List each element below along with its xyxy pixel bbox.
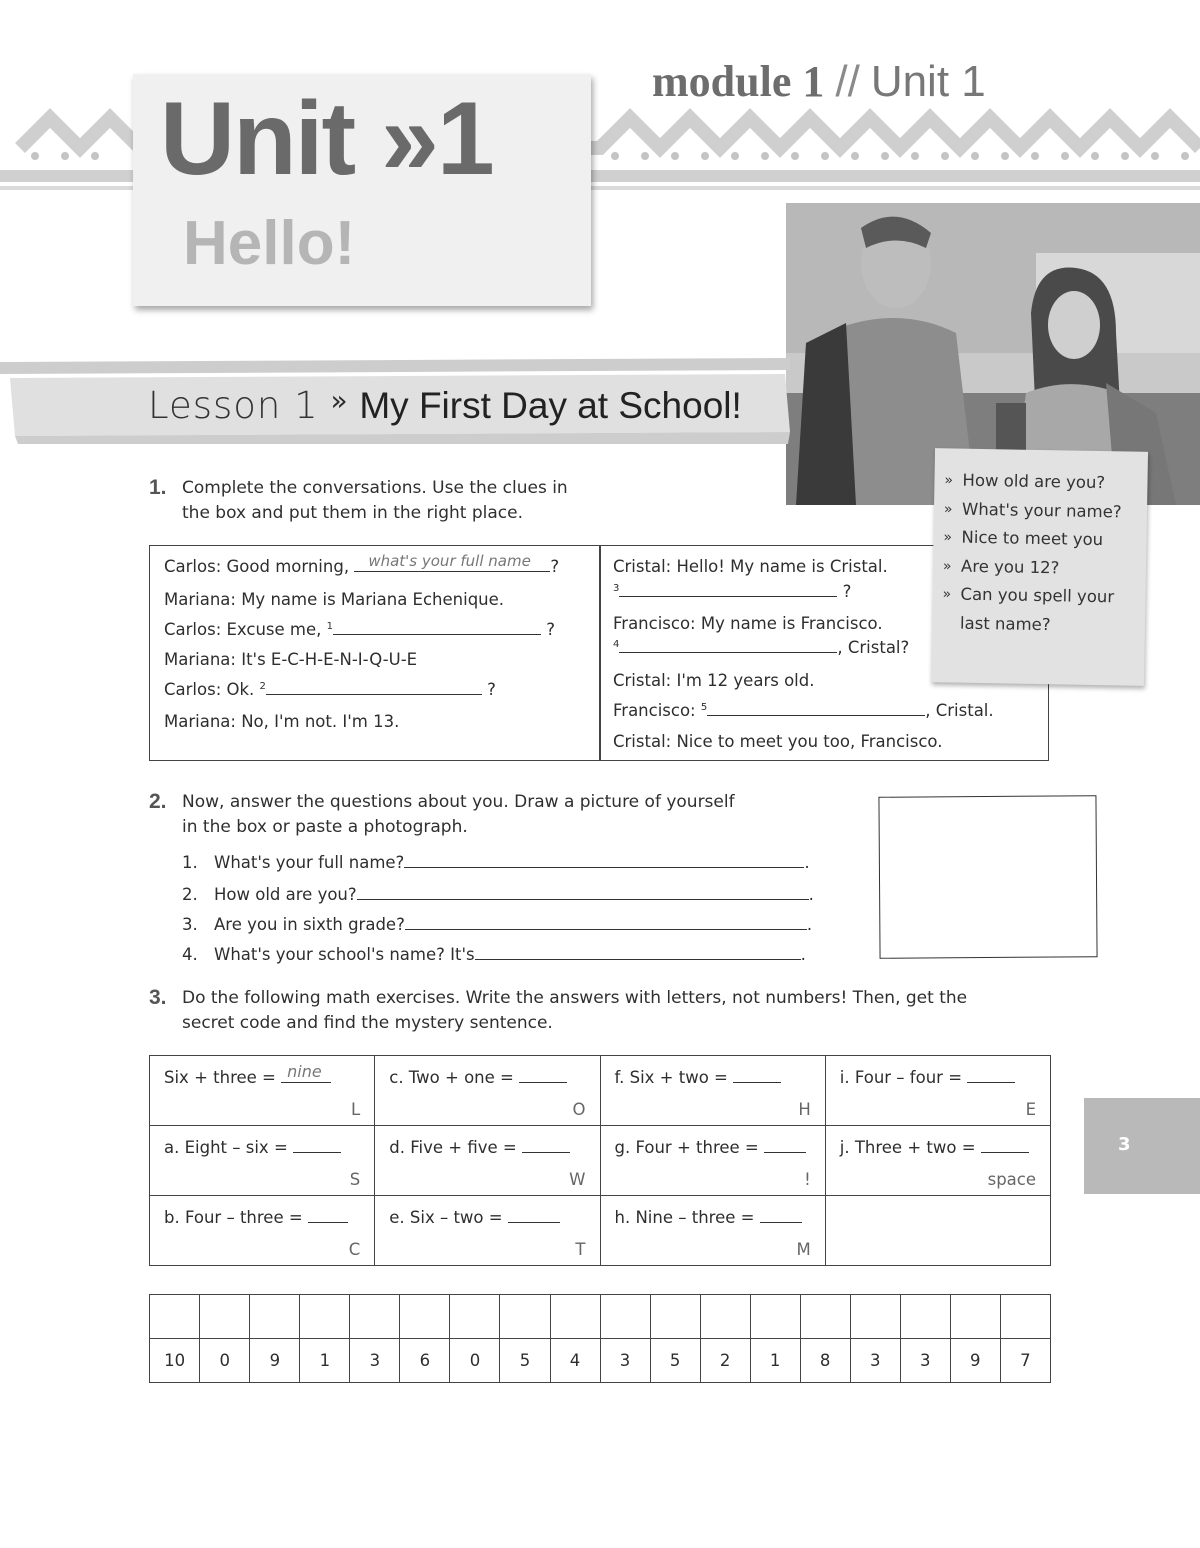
period: .: [804, 853, 810, 872]
example-answer: what's your full name: [368, 552, 531, 570]
conv-line: Cristal: I'm 12 years old.: [613, 671, 815, 690]
exercise-3-instruction: [182, 986, 967, 1036]
math-answer-blank[interactable]: [760, 1208, 802, 1223]
math-cell: [150, 1126, 375, 1196]
conv-line: [164, 620, 555, 639]
exercise-3-instruction-line: secret code and find the mystery sentence.: [182, 1013, 553, 1033]
conv-text: ?: [842, 582, 852, 601]
code-number: 10: [150, 1339, 200, 1383]
period: .: [806, 915, 813, 934]
code-letter-blank[interactable]: [350, 1295, 400, 1339]
conv-line: Mariana: It's E-C-H-E-N-I-Q-U-E: [164, 650, 418, 669]
math-answer-blank[interactable]: [281, 1062, 331, 1083]
code-number: 9: [950, 1339, 1000, 1383]
conv-line: [613, 582, 851, 601]
code-number: 4: [550, 1339, 600, 1383]
exercise-2-instruction-line: in the box or paste a photograph.: [182, 817, 468, 837]
secret-code-table: [149, 1294, 1051, 1383]
math-exercise-table: [149, 1055, 1051, 1266]
question-text: How old are you?: [214, 885, 357, 904]
conv-line: [164, 552, 560, 576]
math-answer-blank[interactable]: [981, 1138, 1029, 1153]
question-text: What's your full name?: [214, 853, 405, 872]
code-letter: S: [349, 1170, 361, 1189]
math-question: [389, 1208, 560, 1227]
code-letter-blank[interactable]: [750, 1295, 800, 1339]
conv-line: Cristal: Hello! My name is Cristal.: [613, 557, 888, 576]
answer-blank-5[interactable]: [707, 701, 925, 716]
math-cell: [600, 1196, 825, 1266]
code-number: 0: [200, 1339, 250, 1383]
math-cell: [375, 1196, 600, 1266]
code-number: 3: [350, 1339, 400, 1383]
math-question-text: e. Six – two =: [389, 1208, 503, 1227]
blank-number: 4: [613, 639, 620, 650]
period: .: [808, 885, 814, 904]
exercise-1-instruction-line: Complete the conversations. Use the clues in: [182, 478, 568, 498]
code-number: 3: [600, 1339, 650, 1383]
math-question: [389, 1138, 570, 1157]
self-portrait-box[interactable]: [878, 795, 1097, 959]
conv-text: Carlos: Ok.: [164, 680, 255, 699]
conv-line: Mariana: My name is Mariana Echenique.: [164, 590, 505, 609]
math-question: [615, 1208, 802, 1227]
math-question-text: f. Six + two =: [614, 1068, 728, 1087]
code-letter: E: [1025, 1100, 1036, 1119]
exercise-1-number: 1.: [149, 476, 167, 499]
conv-line: Francisco: My name is Francisco.: [613, 614, 883, 633]
code-number: 3: [850, 1339, 900, 1383]
clue-item: » Can you spell your last name?: [960, 581, 1138, 641]
code-number: 7: [1000, 1339, 1050, 1383]
code-letter: L: [351, 1100, 361, 1119]
conv-line: Cristal: Nice to meet you too, Francisco.: [613, 732, 943, 751]
code-letter-blank[interactable]: [800, 1295, 850, 1339]
code-number: 3: [900, 1339, 950, 1383]
conv-text: ?: [546, 620, 556, 639]
math-cell: [375, 1056, 600, 1126]
code-letter-blank[interactable]: [650, 1295, 700, 1339]
answer-line-1[interactable]: [404, 853, 804, 868]
module-separator: //: [835, 57, 860, 106]
math-question-text: a. Eight – six =: [164, 1138, 288, 1157]
math-question: [164, 1138, 341, 1157]
code-letter: C: [348, 1240, 361, 1259]
lesson-arrow: »: [330, 384, 348, 417]
question-row: [182, 945, 806, 964]
math-question-text: c. Two + one =: [389, 1068, 514, 1087]
exercise-1-instruction-line: the box and put them in the right place.: [182, 503, 524, 523]
code-letter-blank[interactable]: [500, 1295, 550, 1339]
code-letter: W: [569, 1170, 586, 1189]
math-answer-blank[interactable]: [508, 1208, 560, 1223]
code-letter-blank[interactable]: [400, 1295, 450, 1339]
code-letter-blank[interactable]: [850, 1295, 900, 1339]
question-number: 2.: [182, 885, 198, 904]
code-letter: H: [798, 1100, 811, 1119]
answer-blank-4[interactable]: [619, 638, 837, 653]
math-question-text: h. Nine – three =: [614, 1208, 755, 1227]
exercise-2-number: 2.: [149, 790, 167, 813]
code-letter-blank[interactable]: [300, 1295, 350, 1339]
code-number: 1: [300, 1339, 350, 1383]
question-row: [182, 915, 812, 934]
conv-text: ?: [487, 680, 496, 699]
conv-line: Mariana: No, I'm not. I'm 13.: [164, 712, 400, 731]
conv-line: [613, 638, 909, 657]
math-question: [164, 1062, 331, 1087]
code-number: 6: [400, 1339, 450, 1383]
math-cell-empty: [825, 1196, 1050, 1266]
example-math-answer: nine: [287, 1062, 322, 1081]
question-number: 4.: [182, 945, 198, 964]
conversation-divider: [599, 546, 601, 760]
code-letter-blank[interactable]: [1000, 1295, 1050, 1339]
clue-item: » How old are you?: [962, 467, 1139, 499]
exercise-3-instruction-line: Do the following math exercises. Write the answers with letters, not numbers! Then, get the: [182, 988, 968, 1008]
code-number: 8: [800, 1339, 850, 1383]
code-number: 5: [500, 1339, 550, 1383]
exercise-1-instruction: [182, 476, 568, 526]
code-letter-blank[interactable]: [700, 1295, 750, 1339]
blank-number: 5: [700, 702, 708, 713]
module-label: module 1: [652, 57, 825, 106]
answer-blank-3[interactable]: [619, 582, 837, 597]
math-cell: [375, 1126, 600, 1196]
math-cell: [825, 1126, 1050, 1196]
code-letter: space: [987, 1170, 1036, 1189]
math-cell: [600, 1056, 825, 1126]
code-number: 9: [250, 1339, 300, 1383]
math-answer-blank[interactable]: [519, 1068, 567, 1083]
answer-blank-2[interactable]: [266, 680, 482, 695]
math-question: [389, 1068, 567, 1087]
code-letter-blank[interactable]: [150, 1295, 200, 1339]
math-answer-blank[interactable]: [308, 1208, 348, 1223]
math-cell: [150, 1196, 375, 1266]
code-letter: T: [575, 1240, 586, 1259]
code-letter-blank[interactable]: [600, 1295, 650, 1339]
code-number: 1: [750, 1339, 800, 1383]
question-number: 3.: [182, 915, 198, 934]
blank-number: 3: [613, 583, 620, 594]
clues-note: [931, 448, 1148, 686]
module-unit: Unit 1: [870, 57, 986, 106]
answer-blank-example: [354, 552, 550, 572]
math-question: [840, 1068, 1016, 1087]
math-question-text: i. Four – four =: [839, 1068, 963, 1087]
exercise-3-number: 3.: [149, 986, 167, 1009]
math-question-text: g. Four + three =: [614, 1138, 759, 1157]
clue-item: » What's your name?: [962, 495, 1139, 527]
code-letter: !: [804, 1170, 811, 1189]
question-row: [182, 853, 810, 872]
code-letter-blank[interactable]: [550, 1295, 600, 1339]
module-heading: [652, 56, 986, 107]
math-question-text: d. Five + five =: [389, 1138, 517, 1157]
math-question: [164, 1208, 348, 1227]
code-letter-blank[interactable]: [900, 1295, 950, 1339]
blank-number: 2: [259, 681, 266, 692]
lesson-name: My First Day at School!: [359, 385, 742, 426]
lesson-title: [148, 384, 742, 427]
code-letter-blank[interactable]: [950, 1295, 1000, 1339]
code-letter-blank[interactable]: [450, 1295, 500, 1339]
conv-text: ?: [550, 557, 560, 576]
clue-item: » Nice to meet you: [961, 524, 1138, 556]
answer-blank-1[interactable]: [333, 620, 541, 635]
answer-line-3[interactable]: [405, 915, 807, 930]
math-question-text: Six + three =: [164, 1068, 276, 1087]
math-answer-blank[interactable]: [764, 1138, 806, 1153]
question-number: 1.: [182, 853, 198, 872]
conv-line: [164, 680, 496, 699]
code-number: 5: [650, 1339, 700, 1383]
page-number-tab: [1084, 1098, 1200, 1194]
period: .: [800, 945, 806, 964]
question-row: [182, 885, 814, 904]
conv-text: Francisco:: [613, 701, 696, 720]
exercise-2-instruction-line: Now, answer the questions about you. Draw a picture of yourself: [182, 792, 735, 812]
unit-subtitle: Hello!: [183, 209, 356, 278]
conv-text: Carlos: Excuse me,: [164, 620, 322, 639]
math-answer-blank[interactable]: [522, 1138, 570, 1153]
answer-line-4[interactable]: [475, 945, 801, 960]
exercise-2-instruction: [182, 790, 735, 840]
answer-line-2[interactable]: [357, 885, 809, 900]
conv-line: [613, 701, 994, 720]
question-text: What's your school's name? It's: [214, 945, 475, 964]
math-answer-blank[interactable]: [733, 1068, 781, 1083]
math-answer-blank[interactable]: [967, 1068, 1015, 1083]
code-number: 0: [450, 1339, 500, 1383]
math-question: [615, 1068, 782, 1087]
code-number: 2: [700, 1339, 750, 1383]
math-cell: [825, 1056, 1050, 1126]
code-letter-blank[interactable]: [250, 1295, 300, 1339]
lesson-number: Lesson 1: [148, 384, 319, 427]
math-question: [840, 1138, 1029, 1157]
unit-title: Unit »1: [160, 81, 493, 197]
math-cell: [150, 1056, 375, 1126]
math-answer-blank[interactable]: [293, 1138, 341, 1153]
question-text: Are you in sixth grade?: [214, 915, 405, 934]
conv-text: , Cristal.: [925, 701, 994, 720]
blank-number: 1: [326, 621, 334, 632]
conv-text: , Cristal?: [837, 638, 910, 657]
math-cell: [600, 1126, 825, 1196]
clue-item: » Are you 12?: [961, 552, 1138, 584]
page-number: 3: [1118, 1134, 1131, 1155]
code-letter: M: [796, 1240, 811, 1259]
conv-text: Carlos: Good morning,: [164, 557, 350, 576]
code-letter: O: [572, 1100, 586, 1119]
math-question-text: b. Four – three =: [164, 1208, 303, 1227]
code-letter-blank[interactable]: [200, 1295, 250, 1339]
math-question: [615, 1138, 807, 1157]
math-question-text: j. Three + two =: [839, 1138, 976, 1157]
